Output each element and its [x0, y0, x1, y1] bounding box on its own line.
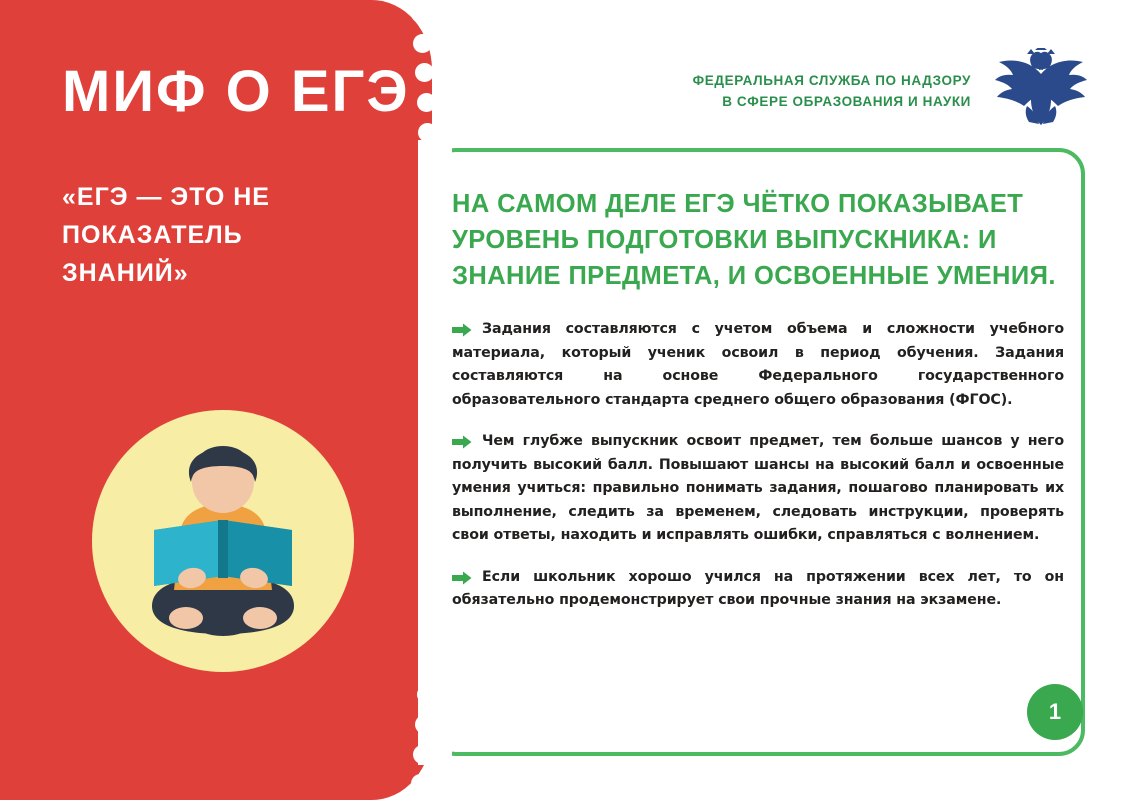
card-headline: НА САМОМ ДЕЛЕ ЕГЭ ЧЁТКО ПОКАЗЫВАЕТ УРОВЕНЬ ПОДГОТОВКИ ВЫПУСКНИКА: И ЗНАНИЕ ПРЕДМЕТА, И ОСВОЕННЫЕ УМЕНИЯ.: [452, 190, 1056, 290]
list-item-text: Чем глубже выпускник освоит предмет, тем больше шансов у него получить высокий балл. Повышают шансы на высокий балл и освоенные умения учиться: правильно понимать задания, пошагово планировать их выполнение, следить за временем, следовать инструкции, проверять свои ответы, находить и исправлять ошибки, справляться с волнением.: [452, 433, 1064, 543]
bullet-list: [452, 318, 1064, 631]
arrow-right-icon: [452, 435, 472, 449]
organization-line-1: ФЕДЕРАЛЬНАЯ СЛУЖБА ПО НАДЗОРУ: [692, 73, 971, 88]
double-headed-eagle-emblem: [993, 48, 1089, 126]
organization-line-2: В СФЕРЕ ОБРАЗОВАНИЯ И НАУКИ: [722, 94, 971, 109]
page-title: МИФ О ЕГЭ: [62, 59, 410, 124]
list-item: [452, 566, 1064, 613]
list-item: [452, 430, 1064, 548]
card-left-mask: [418, 140, 452, 765]
arrow-right-icon: [452, 323, 472, 337]
list-item-text: Если школьник хорошо учился на протяжении всех лет, то он обязательно продемонстрирует свои прочные знания на экзамене.: [452, 568, 1064, 608]
list-item: [452, 318, 1064, 412]
organization-name: [693, 70, 971, 112]
arrow-right-icon: [452, 571, 472, 585]
myth-statement: «ЕГЭ — ЭТО НЕ ПОКАЗАТЕЛЬ ЗНАНИЙ»: [62, 183, 270, 287]
reading-student-figure: [92, 410, 354, 672]
list-item-text: Задания составляются с учетом объема и сложности учебного материала, который ученик освоил в период обучения. Задания составляются на основе Федерального государственного образовательного стандарта среднего общего образования (ФГОС).: [452, 321, 1064, 408]
page-number-badge: 1: [1027, 684, 1083, 740]
reading-student-illustration: [92, 410, 354, 672]
